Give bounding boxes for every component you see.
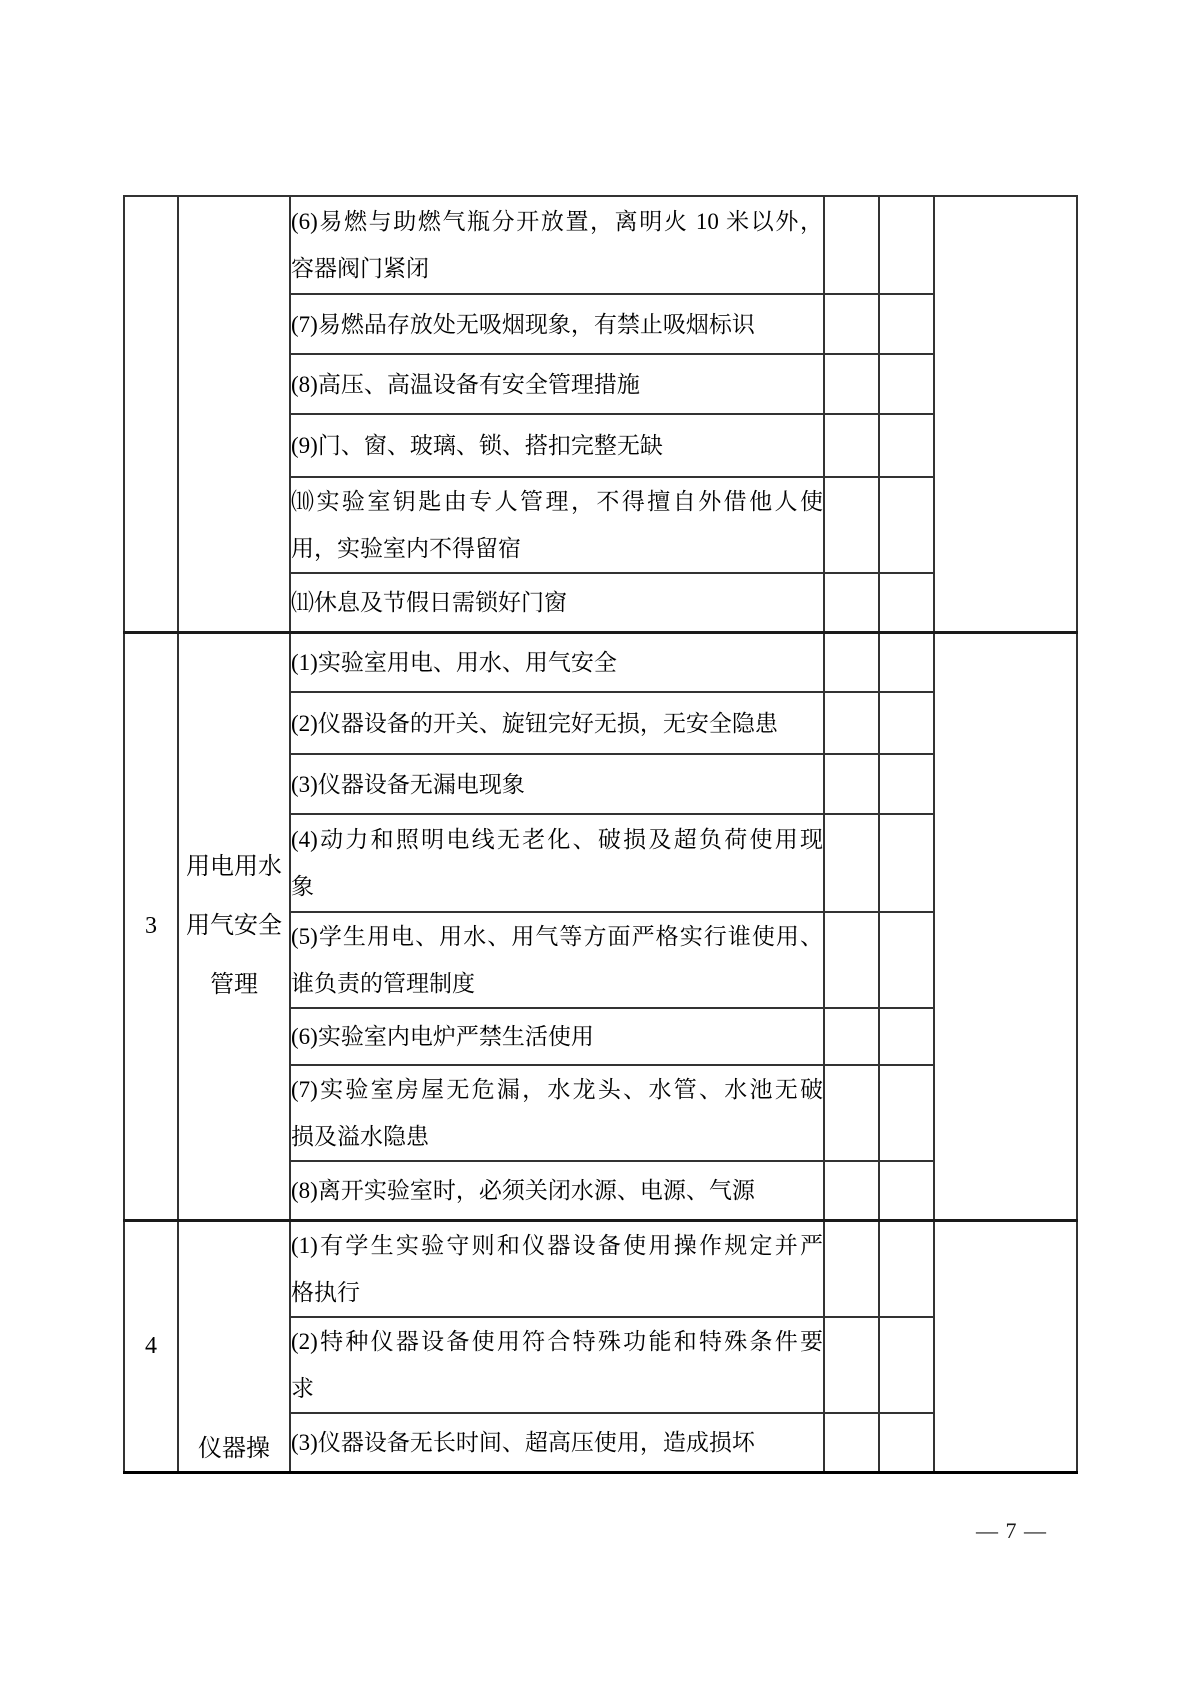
item-text-line: 谁负责的管理制度 [291, 971, 475, 996]
check-cell-first [824, 754, 879, 814]
check-cell-first [824, 1161, 879, 1220]
check-cell-first [824, 1413, 879, 1473]
inspection-item-cell [290, 294, 824, 354]
item-text-line: (2)仪器设备的开关、旋钮完好无损，无安全隐患 [291, 710, 778, 736]
item-text-line: (5)学生用电、用水、用气等方面严格实行谁使用、 [291, 924, 823, 949]
check-cell-second [879, 814, 934, 912]
inspection-item-cell [290, 414, 824, 477]
inspection-item-cell [290, 573, 824, 632]
item-text-line: (6)易燃与助燃气瓶分开放置，离明火 10 米以外， [291, 209, 823, 234]
item-text-line: (1)有学生实验守则和仪器设备使用操作规定并严 [291, 1232, 823, 1258]
item-text-line: (4)动力和照明电线无老化、破损及超负荷使用现 [291, 827, 823, 852]
item-text-line: (8)离开实验室时，必须关闭水源、电源、气源 [291, 1177, 755, 1203]
check-cell-second [879, 477, 934, 573]
row-number-cell: 3 [124, 632, 178, 1220]
inspection-item-cell [290, 1317, 824, 1413]
check-cell-second [879, 1413, 934, 1473]
remarks-cell [934, 1220, 1077, 1473]
inspection-item-cell [290, 754, 824, 814]
check-cell-first [824, 632, 879, 692]
row-number-cell [124, 196, 178, 632]
check-cell-second [879, 354, 934, 414]
page-number: — 7 — [976, 1518, 1047, 1543]
safety-inspection-table [123, 195, 1078, 1474]
check-cell-first [824, 196, 879, 294]
item-text-line: 象 [291, 874, 314, 899]
item-text-line: ⑽实验室钥匙由专人管理，不得擅自外借他人使 [291, 489, 823, 514]
check-cell-first [824, 354, 879, 414]
item-text-line: ⑾休息及节假日需锁好门窗 [291, 589, 567, 615]
check-cell-second [879, 1161, 934, 1220]
check-cell-first [824, 1065, 879, 1161]
check-cell-second [879, 1220, 934, 1317]
remarks-cell [934, 196, 1077, 632]
category-cell: 用电用水用气安全管理 [178, 632, 290, 1220]
item-text-line: (7)易燃品存放处无吸烟现象，有禁止吸烟标识 [291, 311, 755, 337]
inspection-item-cell [290, 196, 824, 294]
check-cell-first [824, 692, 879, 754]
check-cell-second [879, 692, 934, 754]
check-cell-first [824, 477, 879, 573]
inspection-item-cell [290, 692, 824, 754]
item-text-line: (7)实验室房屋无危漏，水龙头、水管、水池无破 [291, 1077, 823, 1102]
category-cell: 仪器操 [178, 1220, 290, 1473]
item-text-line: (3)仪器设备无漏电现象 [291, 771, 525, 797]
check-cell-second [879, 1065, 934, 1161]
check-cell-second [879, 1317, 934, 1413]
inspection-item-cell [290, 1008, 824, 1065]
item-text-line: (2)特种仪器设备使用符合特殊功能和特殊条件要 [291, 1328, 823, 1354]
item-text-line: 格执行 [291, 1279, 360, 1305]
checklist-row [124, 1220, 1077, 1317]
check-cell-second [879, 1008, 934, 1065]
check-cell-first [824, 573, 879, 632]
item-text-line: (3)仪器设备无长时间、超高压使用，造成损坏 [291, 1429, 755, 1455]
inspection-item-cell [290, 1413, 824, 1473]
check-cell-first [824, 414, 879, 477]
category-cell [178, 196, 290, 632]
inspection-item-cell [290, 1065, 824, 1161]
item-text-line: (8)高压、高温设备有安全管理措施 [291, 371, 640, 397]
check-cell-first [824, 1220, 879, 1317]
check-cell-first [824, 1317, 879, 1413]
item-text-line: 损及溢水隐患 [291, 1124, 429, 1149]
remarks-cell [934, 632, 1077, 1220]
checklist-row [124, 196, 1077, 294]
check-cell-second [879, 912, 934, 1008]
row-number-cell: 4 [124, 1220, 178, 1473]
inspection-item-cell [290, 1220, 824, 1317]
item-text-line: 用，实验室内不得留宿 [291, 536, 521, 561]
inspection-item-cell [290, 477, 824, 573]
inspection-item-cell [290, 912, 824, 1008]
check-cell-second [879, 632, 934, 692]
item-text-line: (9)门、窗、玻璃、锁、搭扣完整无缺 [291, 433, 663, 458]
check-cell-second [879, 754, 934, 814]
table-body [124, 196, 1077, 1473]
check-cell-first [824, 1008, 879, 1065]
item-text-line: 容器阀门紧闭 [291, 256, 429, 281]
item-text-line: (6)实验室内电炉严禁生活使用 [291, 1024, 594, 1049]
check-cell-first [824, 912, 879, 1008]
check-cell-first [824, 814, 879, 912]
inspection-item-cell [290, 1161, 824, 1220]
check-cell-second [879, 196, 934, 294]
check-cell-first [824, 294, 879, 354]
item-text-line: (1)实验室用电、用水、用气安全 [291, 649, 617, 675]
check-cell-second [879, 294, 934, 354]
inspection-item-cell [290, 814, 824, 912]
check-cell-second [879, 414, 934, 477]
item-text-line: 求 [291, 1375, 314, 1401]
inspection-item-cell [290, 354, 824, 414]
checklist-row [124, 632, 1077, 692]
check-cell-second [879, 573, 934, 632]
inspection-item-cell [290, 632, 824, 692]
